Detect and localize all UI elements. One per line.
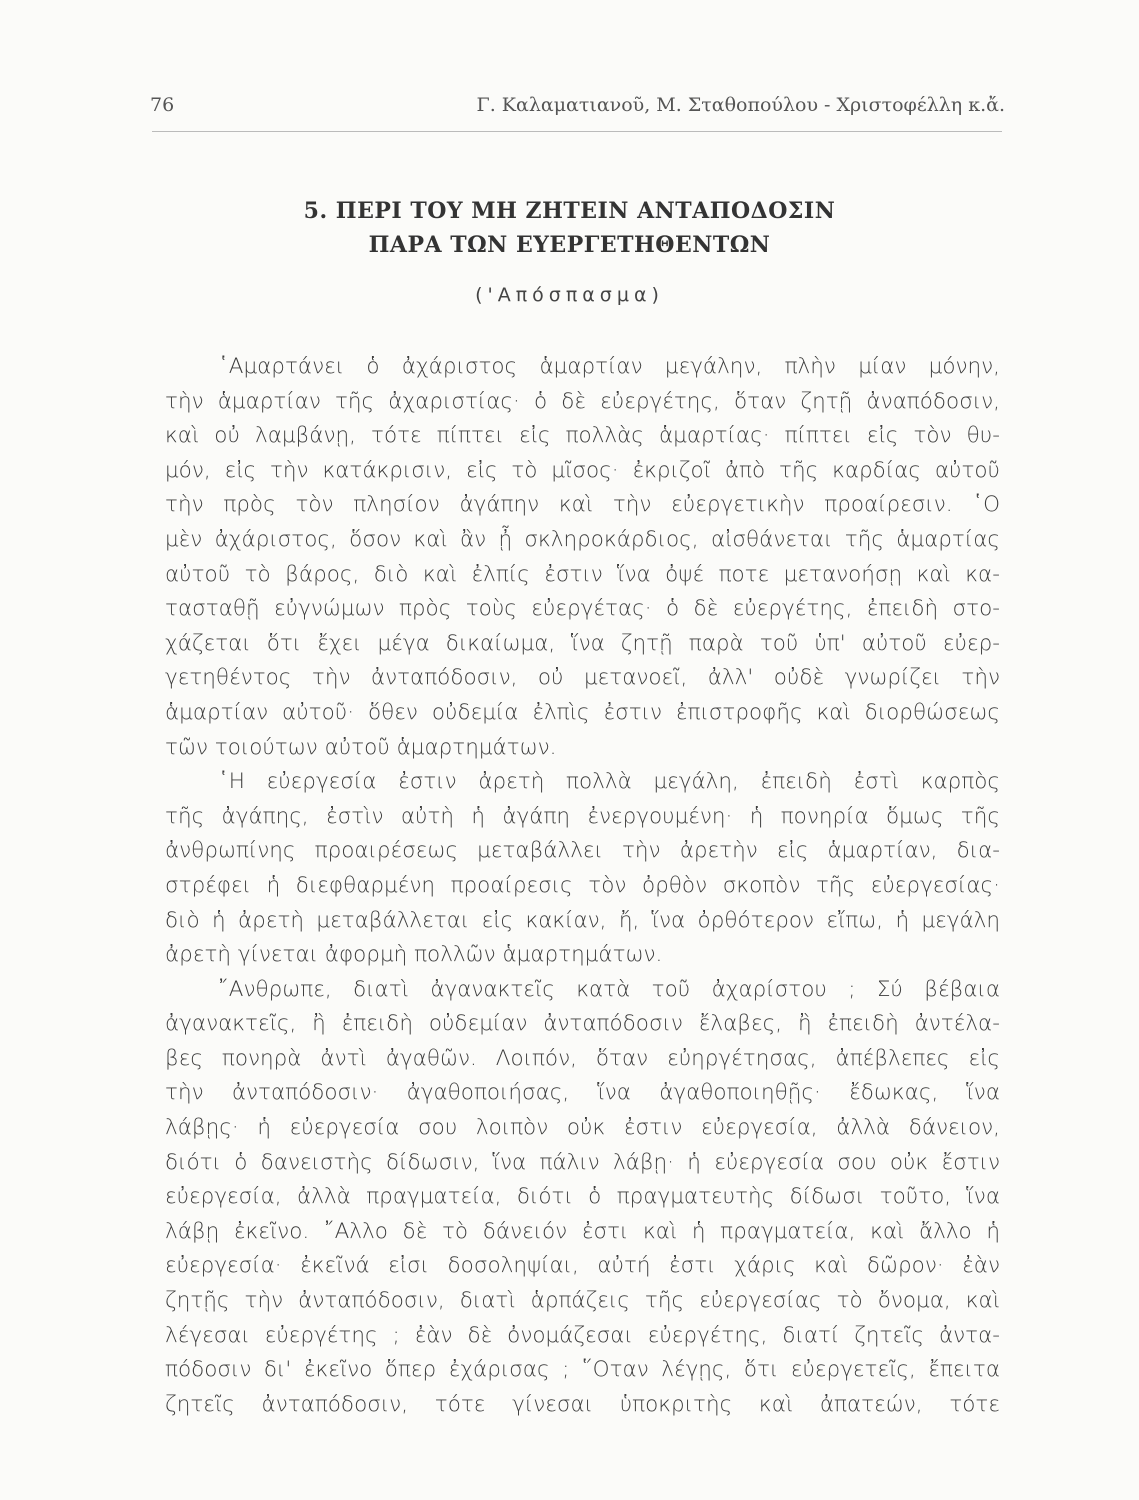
paragraph (165, 350, 1000, 765)
text-line: βες πονηρὰ ἀντὶ ἀγαθῶν. Λοιπόν, ὅταν εὐηργέτησας, ἀπέβλεπες εἰς (165, 1045, 1000, 1071)
running-header (150, 94, 1005, 124)
text-line: διὸ ἡ ἀρετὴ μεταβάλλεται εἰς κακίαν, ἤ, ἵνα ὀρθότερον εἴπω, ἡ μεγάλη (165, 907, 1000, 933)
text-line: λάβῃς· ἡ εὐεργεσία σου λοιπὸν οὐκ ἐστιν εὐεργεσία, ἀλλὰ δάνειον, (165, 1115, 1000, 1141)
text-line: τὴν ἀνταπόδοσιν· ἀγαθοποιήσας, ἵνα ἀγαθοποιηθῇς· ἔδωκας, ἵνα (165, 1080, 1000, 1106)
text-line: λέγεσαι εὐεργέτης ; ἐὰν δὲ ὀνομάζεσαι εὐεργέτης, διατί ζητεῖς ἀντα- (165, 1322, 1000, 1348)
body-text (165, 350, 1000, 1422)
text-line: ῎Ανθρωπε, διατὶ ἀγανακτεῖς κατὰ τοῦ ἀχαρίστου ; Σύ βέβαια (218, 976, 1000, 1002)
paragraph (165, 973, 1000, 1423)
text-line: εὐεργεσία, ἀλλὰ πραγματεία, διότι ὁ πραγματευτὴς δίδωσι τοῦτο, ἵνα (165, 1184, 1000, 1210)
text-line: ἁμαρτίαν αὐτοῦ· ὅθεν οὐδεμία ἐλπὶς ἐστιν ἐπιστροφῆς καὶ διορθώσεως (165, 699, 1000, 725)
text-line: τῆς ἀγάπης, ἐστὶν αὐτὴ ἡ ἀγάπη ἐνεργουμένη· ἡ πονηρία ὅμως τῆς (165, 803, 1000, 829)
section-title-line-1: 5. ΠΕΡΙ ΤΟΥ ΜΗ ΖΗΤΕΙΝ ΑΝΤΑΠΟΔΟΣΙΝ (303, 198, 836, 224)
text-line: ἀνθρωπίνης προαιρέσεως μεταβάλλει τὴν ἀρετὴν εἰς ἁμαρτίαν, δια- (165, 838, 1000, 864)
text-line: ῾Η εὐεργεσία ἐστιν ἀρετὴ πολλὰ μεγάλη, ἐπειδὴ ἐστὶ καρπὸς (218, 769, 1000, 795)
text-line: τὴν πρὸς τὸν πλησίον ἀγάπην καὶ τὴν εὐεργετικὴν προαίρεσιν. ῾Ο (165, 492, 1000, 518)
text-line: στρέφει ἡ διεφθαρμένη προαίρεσις τὸν ὀρθὸν σκοπὸν τῆς εὐεργεσίας· (165, 872, 1000, 898)
text-line: ῾Αμαρτάνει ὁ ἀχάριστος ἁμαρτίαν μεγάλην, πλὴν μίαν μόνην, (218, 354, 1000, 379)
header-rule (152, 131, 1002, 132)
text-line: ζητεῖς ἀνταπόδοσιν, τότε γίνεσαι ὑποκριτὴς καὶ ἀπατεών, τότε (165, 1391, 1000, 1417)
text-line: ζητῇς τὴν ἀνταπόδοσιν, διατὶ ἁρπάζεις τῆς εὐεργεσίας τὸ ὄνομα, καὶ (165, 1288, 1000, 1314)
section-subtitle: ('Απόσπασμα) (475, 284, 664, 306)
text-line: τῶν τοιούτων αὐτοῦ ἁμαρτημάτων. (165, 734, 557, 760)
text-line: μὲν ἀχάριστος, ὅσον καὶ ἂν ᾖ σκληροκάρδιος, αἰσθάνεται τῆς ἁμαρτίας (165, 526, 1000, 552)
page-number: 76 (150, 94, 175, 116)
text-line: αὐτοῦ τὸ βάρος, διὸ καὶ ἐλπίς ἐστιν ἵνα ὀψέ ποτε μετανοήσῃ καὶ κα- (165, 561, 1000, 587)
paragraph (165, 765, 1000, 973)
text-line: πόδοσιν δι' ἐκεῖνο ὅπερ ἐχάρισας ; ῞Οταν λέγῃς, ὅτι εὐεργετεῖς, ἔπειτα (165, 1357, 1000, 1383)
text-line: γετηθέντος τὴν ἀνταπόδοσιν, οὐ μετανοεῖ, ἀλλ' οὐδὲ γνωρίζει τὴν (165, 665, 1000, 691)
text-line: διότι ὁ δανειστὴς δίδωσιν, ἵνα πάλιν λάβῃ· ἡ εὐεργεσία σου οὐκ ἔστιν (165, 1149, 1000, 1175)
text-line: μόν, εἰς τὴν κατάκρισιν, εἰς τὸ μῖσος· ἐκριζοῖ ἀπὸ τῆς καρδίας αὐτοῦ (165, 457, 1000, 483)
text-line: λάβῃ ἐκεῖνο. ῎Αλλο δὲ τὸ δάνειόν ἐστι καὶ ἡ πραγματεία, καὶ ἄλλο ἡ (165, 1218, 1000, 1244)
running-header-authors: Γ. Καλαματιανοῦ, Μ. Σταθοπούλου - Χριστοφέλλη κ.ἄ. (476, 94, 1005, 116)
text-line: τασταθῇ εὐγνώμων πρὸς τοὺς εὐεργέτας· ὁ δὲ εὐεργέτης, ἐπειδὴ στο- (165, 596, 1000, 622)
section-title-line-2: ΠΑΡΑ ΤΩΝ ΕΥΕΡΓΕΤΗΘΕΝΤΩΝ (368, 232, 771, 258)
text-line: ἀγανακτεῖς, ἢ ἐπειδὴ οὐδεμίαν ἀνταπόδοσιν ἔλαβες, ἢ ἐπειδὴ ἀντέλα- (165, 1011, 1000, 1037)
text-line: εὐεργεσία· ἐκεῖνά εἰσι δοσοληψίαι, αὐτή ἐστι χάρις καὶ δῶρον· ἐὰν (165, 1253, 1000, 1279)
text-line: καὶ οὐ λαμβάνῃ, τότε πίπτει εἰς πολλὰς ἁμαρτίας· πίπτει εἰς τὸν θυ- (165, 423, 1000, 449)
text-line: ἀρετὴ γίνεται ἀφορμὴ πολλῶν ἁμαρτημάτων. (165, 942, 663, 968)
text-line: τὴν ἁμαρτίαν τῆς ἀχαριστίας· ὁ δὲ εὐεργέτης, ὅταν ζητῇ ἀναπόδοσιν, (165, 388, 1000, 414)
text-line: χάζεται ὅτι ἔχει μέγα δικαίωμα, ἵνα ζητῇ παρὰ τοῦ ὑπ' αὐτοῦ εὐερ- (165, 630, 1000, 656)
